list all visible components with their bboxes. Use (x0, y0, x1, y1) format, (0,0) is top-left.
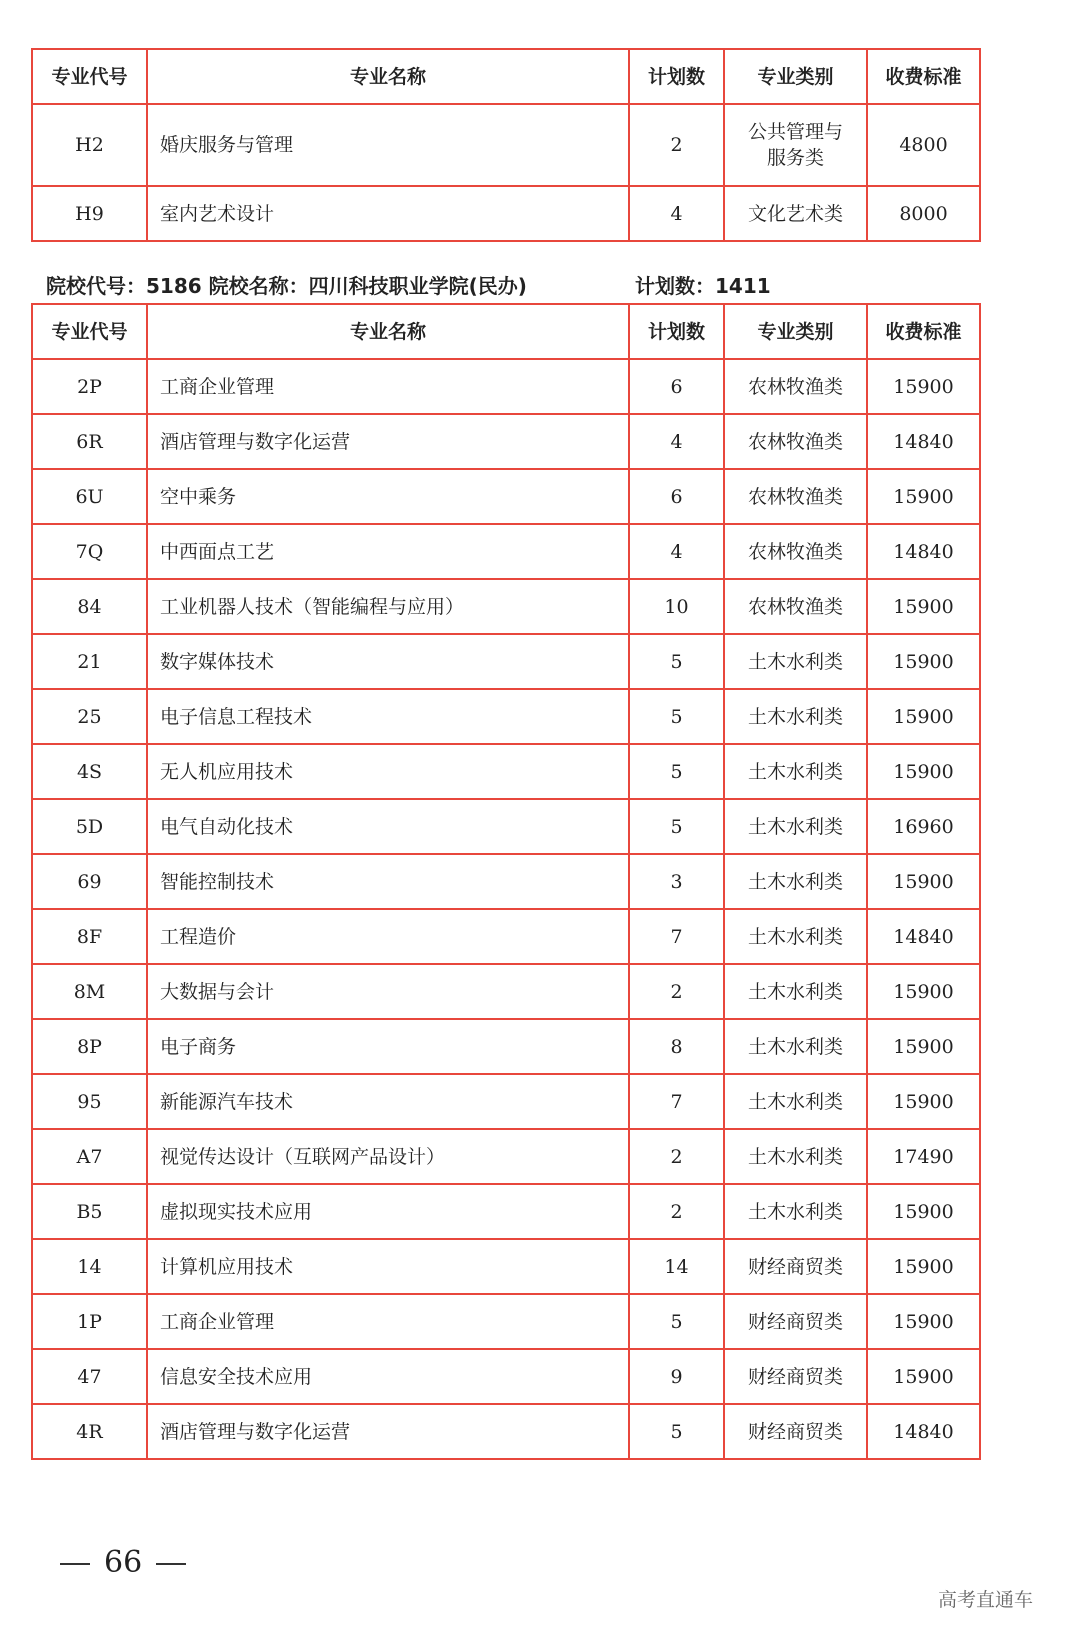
header-category: 专业类别 (724, 304, 867, 359)
cell-fee: 14840 (867, 524, 980, 579)
table-row (32, 689, 980, 744)
cell-fee: 15900 (867, 964, 980, 1019)
table-row (32, 1184, 980, 1239)
cell-category: 土木水利类 (724, 1074, 867, 1129)
cell-fee: 15900 (867, 359, 980, 414)
cell-plan: 5 (629, 1294, 724, 1349)
header-fee: 收费标准 (867, 304, 980, 359)
cell-plan: 6 (629, 469, 724, 524)
cell-category: 土木水利类 (724, 634, 867, 689)
table-row (32, 104, 980, 186)
cell-plan: 5 (629, 634, 724, 689)
cell-name: 智能控制技术 (147, 854, 629, 909)
cell-plan: 5 (629, 799, 724, 854)
header-plan: 计划数 (629, 304, 724, 359)
table-row (32, 1404, 980, 1459)
table-row (32, 579, 980, 634)
cell-category: 财经商贸类 (724, 1349, 867, 1404)
cell-fee: 15900 (867, 469, 980, 524)
cell-name: 大数据与会计 (147, 964, 629, 1019)
cell-plan: 3 (629, 854, 724, 909)
cell-name: 工程造价 (147, 909, 629, 964)
cell-fee: 14840 (867, 909, 980, 964)
cell-name: 婚庆服务与管理 (147, 104, 629, 186)
cell-name: 虚拟现实技术应用 (147, 1184, 629, 1239)
cell-plan: 7 (629, 1074, 724, 1129)
cell-code: 6U (32, 469, 147, 524)
cell-plan: 4 (629, 186, 724, 241)
cell-code: H2 (32, 104, 147, 186)
cell-fee: 14840 (867, 1404, 980, 1459)
cell-category: 财经商贸类 (724, 1294, 867, 1349)
cell-name: 工商企业管理 (147, 1294, 629, 1349)
watermark: 高考直通车 (938, 1589, 1034, 1611)
cell-plan: 5 (629, 744, 724, 799)
header-code: 专业代号 (32, 49, 147, 104)
cell-category: 农林牧渔类 (724, 524, 867, 579)
cell-code: 2P (32, 359, 147, 414)
table-header-row (32, 304, 980, 359)
cell-code: 21 (32, 634, 147, 689)
cell-fee: 15900 (867, 1239, 980, 1294)
cell-name: 酒店管理与数字化运营 (147, 1404, 629, 1459)
table-row (32, 524, 980, 579)
major-table-2 (31, 303, 981, 1460)
cell-name: 工业机器人技术（智能编程与应用） (147, 579, 629, 634)
cell-category: 农林牧渔类 (724, 414, 867, 469)
category-text: 公共管理与服务类 (747, 121, 843, 169)
cell-plan: 6 (629, 359, 724, 414)
cell-plan: 2 (629, 1129, 724, 1184)
header-name: 专业名称 (147, 304, 629, 359)
cell-code: 8M (32, 964, 147, 1019)
cell-category: 财经商贸类 (724, 1404, 867, 1459)
cell-name: 视觉传达设计（互联网产品设计） (147, 1129, 629, 1184)
cell-category: 农林牧渔类 (724, 359, 867, 414)
cell-name: 室内艺术设计 (147, 186, 629, 241)
table-row (32, 909, 980, 964)
cell-plan: 14 (629, 1239, 724, 1294)
school-name-label: 院校名称： (208, 274, 309, 298)
cell-category: 土木水利类 (724, 964, 867, 1019)
cell-code: 8P (32, 1019, 147, 1074)
cell-fee: 4800 (867, 104, 980, 186)
table-row (32, 744, 980, 799)
cell-fee: 15900 (867, 1074, 980, 1129)
table-row (32, 799, 980, 854)
header-plan: 计划数 (629, 49, 724, 104)
cell-code: 4S (32, 744, 147, 799)
cell-category: 土木水利类 (724, 744, 867, 799)
page-number (46, 1545, 200, 1580)
school-plan (635, 270, 771, 299)
table-row (32, 414, 980, 469)
cell-fee: 15900 (867, 854, 980, 909)
cell-name: 电子信息工程技术 (147, 689, 629, 744)
cell-category: 土木水利类 (724, 854, 867, 909)
cell-name: 工商企业管理 (147, 359, 629, 414)
cell-plan: 10 (629, 579, 724, 634)
table-row (32, 1129, 980, 1184)
cell-plan: 8 (629, 1019, 724, 1074)
cell-category: 土木水利类 (724, 1019, 867, 1074)
table-row (32, 1294, 980, 1349)
cell-code: 8F (32, 909, 147, 964)
cell-code: 7Q (32, 524, 147, 579)
header-category: 专业类别 (724, 49, 867, 104)
table-row (32, 964, 980, 1019)
cell-fee: 15900 (867, 744, 980, 799)
cell-code: 1P (32, 1294, 147, 1349)
cell-category: 土木水利类 (724, 799, 867, 854)
cell-code: 25 (32, 689, 147, 744)
table-row (32, 1349, 980, 1404)
header-name: 专业名称 (147, 49, 629, 104)
dash-left (60, 1563, 90, 1565)
cell-fee: 15900 (867, 634, 980, 689)
cell-plan: 2 (629, 964, 724, 1019)
cell-fee: 16960 (867, 799, 980, 854)
cell-category: 土木水利类 (724, 1184, 867, 1239)
header-fee: 收费标准 (867, 49, 980, 104)
cell-code: 14 (32, 1239, 147, 1294)
cell-plan: 2 (629, 1184, 724, 1239)
cell-name: 新能源汽车技术 (147, 1074, 629, 1129)
table-row (32, 186, 980, 241)
cell-fee: 15900 (867, 689, 980, 744)
cell-name: 电子商务 (147, 1019, 629, 1074)
school-code-label: 院校代号： (46, 274, 146, 298)
cell-name: 计算机应用技术 (147, 1239, 629, 1294)
cell-code: 69 (32, 854, 147, 909)
cell-code: 84 (32, 579, 147, 634)
table-row (32, 854, 980, 909)
cell-fee: 15900 (867, 1184, 980, 1239)
cell-code: H9 (32, 186, 147, 241)
cell-code: B5 (32, 1184, 147, 1239)
cell-category (724, 104, 867, 186)
cell-plan: 2 (629, 104, 724, 186)
cell-code: A7 (32, 1129, 147, 1184)
cell-category: 农林牧渔类 (724, 469, 867, 524)
cell-name: 无人机应用技术 (147, 744, 629, 799)
cell-name: 空中乘务 (147, 469, 629, 524)
cell-plan: 4 (629, 524, 724, 579)
cell-category: 农林牧渔类 (724, 579, 867, 634)
cell-category: 文化艺术类 (724, 186, 867, 241)
cell-code: 5D (32, 799, 147, 854)
table-row (32, 1239, 980, 1294)
page-number-text: 66 (104, 1545, 143, 1580)
cell-name: 中西面点工艺 (147, 524, 629, 579)
cell-plan: 9 (629, 1349, 724, 1404)
cell-category: 土木水利类 (724, 1129, 867, 1184)
major-table-1 (31, 48, 981, 242)
cell-fee: 17490 (867, 1129, 980, 1184)
cell-code: 4R (32, 1404, 147, 1459)
cell-name: 数字媒体技术 (147, 634, 629, 689)
cell-fee: 15900 (867, 1019, 980, 1074)
header-code: 专业代号 (32, 304, 147, 359)
table-row (32, 1019, 980, 1074)
cell-fee: 15900 (867, 1294, 980, 1349)
school-plan-count: 1411 (715, 274, 771, 298)
school-info-line (46, 270, 771, 299)
school-code: 5186 (146, 274, 202, 298)
cell-category: 土木水利类 (724, 689, 867, 744)
table-row (32, 359, 980, 414)
cell-code: 95 (32, 1074, 147, 1129)
cell-fee: 14840 (867, 414, 980, 469)
cell-code: 47 (32, 1349, 147, 1404)
school-plan-label: 计划数： (635, 274, 715, 298)
cell-plan: 5 (629, 1404, 724, 1459)
cell-fee: 15900 (867, 579, 980, 634)
cell-plan: 7 (629, 909, 724, 964)
table-header-row (32, 49, 980, 104)
cell-plan: 4 (629, 414, 724, 469)
school-name: 四川科技职业学院(民办) (308, 274, 527, 298)
table-row (32, 634, 980, 689)
cell-code: 6R (32, 414, 147, 469)
cell-plan: 5 (629, 689, 724, 744)
table-row (32, 1074, 980, 1129)
table-row (32, 469, 980, 524)
cell-name: 酒店管理与数字化运营 (147, 414, 629, 469)
cell-category: 土木水利类 (724, 909, 867, 964)
cell-name: 信息安全技术应用 (147, 1349, 629, 1404)
cell-fee: 8000 (867, 186, 980, 241)
cell-name: 电气自动化技术 (147, 799, 629, 854)
dash-right (156, 1563, 186, 1565)
cell-fee: 15900 (867, 1349, 980, 1404)
cell-category: 财经商贸类 (724, 1239, 867, 1294)
